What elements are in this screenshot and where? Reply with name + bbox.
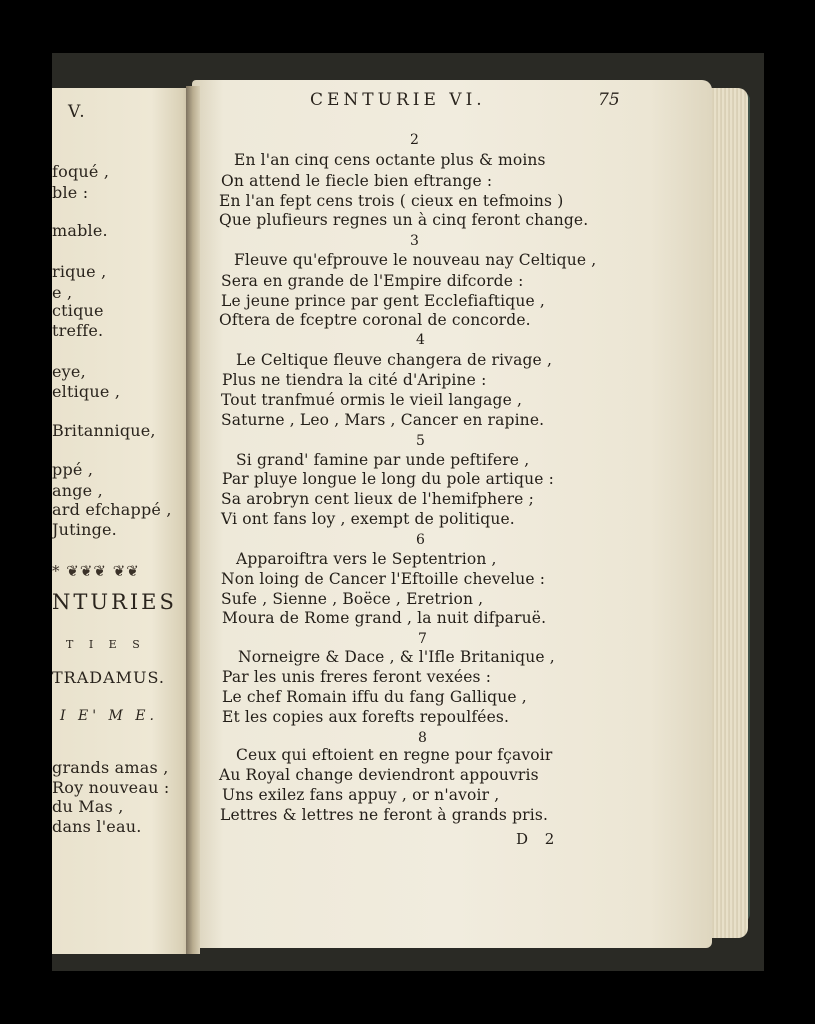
- verse-line: Sa arobryn cent lieux de l'hemifphere ;: [221, 490, 534, 508]
- verse-line: Sufe , Sienne , Boëce , Eretrion ,: [221, 590, 484, 608]
- quatrain-number: 4: [416, 332, 425, 348]
- left-line: dans l'eau.: [52, 817, 142, 836]
- left-running-head: V.: [68, 102, 87, 122]
- quatrain-number: 3: [410, 233, 419, 249]
- verse-line: Saturne , Leo , Mars , Cancer en rapine.: [221, 411, 545, 429]
- quatrain-number: 6: [416, 532, 425, 548]
- ornament-band: * ❦❦❦ ❦❦: [52, 562, 140, 580]
- verse-line: Moura de Rome grand , la nuit difparuë.: [222, 609, 547, 627]
- verse-line: Par pluye longue le long du pole artique :: [222, 470, 554, 488]
- left-line: foqué ,: [52, 162, 110, 181]
- verse-line: Par les unis freres feront vexées :: [222, 668, 492, 686]
- quatrain-number: 2: [410, 132, 419, 148]
- left-centuries-heading: NTURIES: [52, 590, 177, 614]
- verse-line: Norneigre & Dace , & l'Ifle Britanique ,: [238, 648, 555, 666]
- left-line: Britannique,: [52, 421, 156, 440]
- left-line: treffe.: [52, 321, 104, 340]
- left-line: mable.: [52, 221, 108, 240]
- left-line: grands amas ,: [52, 758, 169, 777]
- quatrain-number: 8: [418, 730, 427, 746]
- verse-line: En l'an cinq cens octante plus & moins: [234, 151, 546, 169]
- verse-line: Tout tranfmué ormis le vieil langage ,: [221, 391, 523, 409]
- left-line: Roy nouveau :: [52, 778, 170, 797]
- signature-mark: D 2: [516, 830, 561, 848]
- quatrain-number: 7: [418, 631, 427, 647]
- verse-line: Non loing de Cancer l'Eftoille chevelue :: [221, 570, 546, 588]
- verse-line: Apparoiftra vers le Septentrion ,: [236, 550, 497, 568]
- page-number: 75: [598, 90, 620, 110]
- left-ieme: I E' M E.: [60, 708, 158, 724]
- verse-line: Sera en grande de l'Empire difcorde :: [221, 272, 524, 290]
- verse-line: Que plufieurs regnes un à cinq feront change.: [219, 211, 589, 229]
- left-line: du Mas ,: [52, 797, 124, 816]
- verse-line: En l'an fept cens trois ( cieux en tefmoins ): [219, 192, 564, 210]
- verse-line: Et les copies aux forefts repoulfées.: [222, 708, 510, 726]
- book-spine: [186, 86, 200, 954]
- verse-line: Plus ne tiendra la cité d'Aripine :: [222, 371, 487, 389]
- verse-line: Le chef Romain iffu du fang Gallique ,: [222, 688, 527, 706]
- left-line: ble :: [52, 183, 89, 202]
- verse-line: Au Royal change deviendront appouvris: [219, 766, 539, 784]
- left-line: Jutinge.: [52, 520, 117, 539]
- quatrain-number: 5: [416, 433, 425, 449]
- verse-line: On attend le fiecle bien eftrange :: [221, 172, 493, 190]
- verse-line: Le jeune prince par gent Ecclefiaftique ,: [221, 292, 545, 310]
- left-line: rique ,: [52, 262, 107, 281]
- verse-line: Ceux qui eftoient en regne pour fçavoir: [236, 746, 553, 764]
- left-ties: T I E S: [66, 638, 146, 651]
- left-line: ange ,: [52, 481, 103, 500]
- verse-line: Oftera de fceptre coronal de concorde.: [219, 311, 531, 329]
- left-page: [52, 88, 194, 954]
- verse-line: Uns exilez fans appuy , or n'avoir ,: [222, 786, 500, 804]
- verse-line: Fleuve qu'efprouve le nouveau nay Celtique ,: [234, 251, 597, 269]
- left-line: ctique: [52, 301, 104, 320]
- left-tradamus: TRADAMUS.: [52, 668, 165, 687]
- verse-line: Vi ont fans loy , exempt de politique.: [221, 510, 515, 528]
- left-line: eye,: [52, 362, 86, 381]
- verse-line: Si grand' famine par unde peftifere ,: [236, 451, 530, 469]
- left-line: e ,: [52, 283, 73, 302]
- left-line: eltique ,: [52, 382, 121, 401]
- left-line: ppé ,: [52, 460, 94, 479]
- left-line: ard efchappé ,: [52, 500, 172, 519]
- verse-line: Lettres & lettres ne feront à grands pris.: [220, 806, 549, 824]
- running-head: CENTURIE VI.: [310, 90, 486, 110]
- verse-line: Le Celtique fleuve changera de rivage ,: [236, 351, 553, 369]
